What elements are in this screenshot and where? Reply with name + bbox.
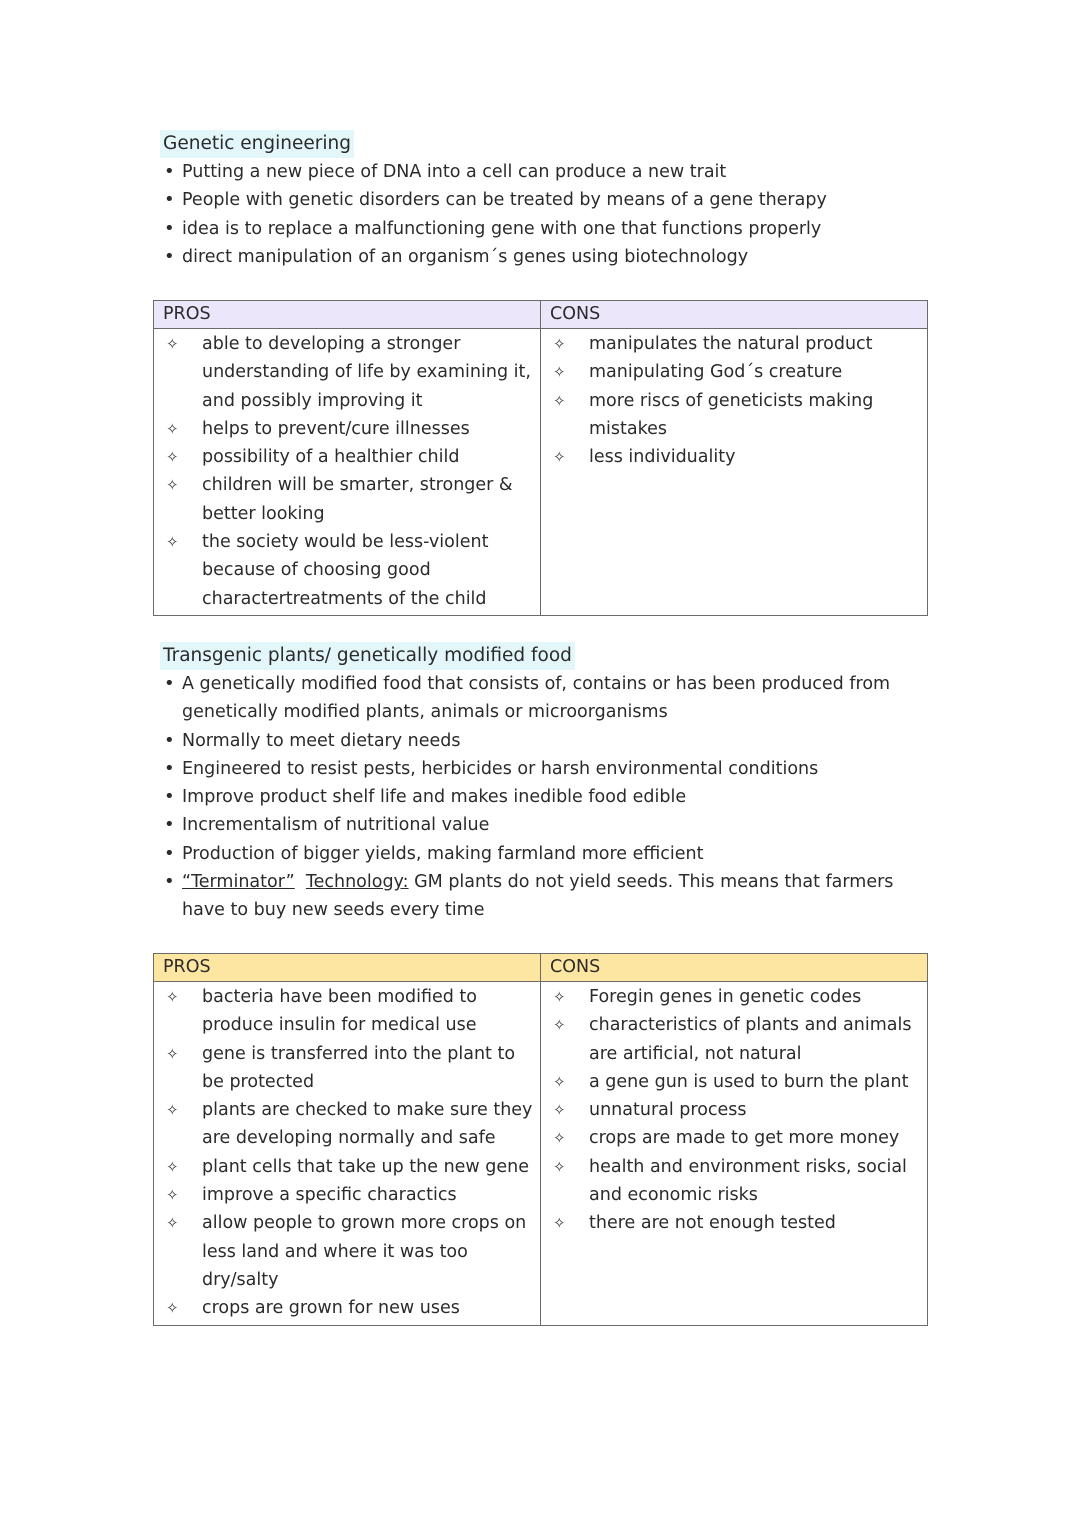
star-bullet-icon: ✧ — [166, 1157, 179, 1176]
star-bullet-icon: ✧ — [553, 448, 566, 467]
pro-item: ✧ able to developing a stronger understanding of life by examining it, and possibly improving it — [158, 330, 536, 415]
pro-item: ✧ plant cells that take up the new gene — [158, 1153, 536, 1181]
cons-header: CONS — [541, 954, 928, 982]
technology-term: Technology: — [305, 872, 409, 893]
star-bullet-icon: ✧ — [166, 335, 179, 353]
pros-cons-table-genetic-engineering — [153, 300, 928, 616]
list-item-terminator — [160, 868, 940, 925]
con-item: ✧ more riscs of geneticists making mistakes — [545, 387, 923, 444]
star-bullet-icon: ✧ — [166, 1044, 179, 1063]
pros-cell — [154, 982, 541, 1326]
pro-item: ✧ possibility of a healthier child — [158, 443, 536, 471]
star-bullet-icon: ✧ — [166, 988, 179, 1006]
cons-cell — [541, 982, 928, 1326]
con-item: ✧ manipulates the natural product — [545, 330, 923, 358]
con-item: ✧ crops are made to get more money — [545, 1124, 923, 1152]
list-item: • Improve product shelf life and makes inedible food edible — [160, 783, 940, 811]
con-item: ✧ health and environment risks, social and economic risks — [545, 1153, 923, 1210]
list-item: • Engineered to resist pests, herbicides or harsh environmental conditions — [160, 755, 940, 783]
star-bullet-icon: ✧ — [553, 335, 566, 353]
cons-header: CONS — [541, 301, 928, 329]
section-genetic-engineering — [160, 130, 940, 271]
section-transgenic-plants — [160, 642, 940, 925]
list-item: • A genetically modified food that consists of, contains or has been produced from genetically modified plants, animals or microorganisms — [160, 670, 940, 727]
terminator-term: “Terminator” — [182, 872, 295, 893]
pro-item: ✧ gene is transferred into the plant to be protected — [158, 1040, 536, 1097]
list-item: • Putting a new piece of DNA into a cell can produce a new trait — [160, 158, 940, 186]
section-heading: Genetic engineering — [160, 130, 354, 158]
con-item: ✧ a gene gun is used to burn the plant — [545, 1068, 923, 1096]
star-bullet-icon: ✧ — [553, 988, 566, 1006]
star-bullet-icon: ✧ — [553, 1214, 566, 1233]
con-item: ✧ unnatural process — [545, 1096, 923, 1124]
cons-cell — [541, 329, 928, 616]
star-bullet-icon: ✧ — [166, 533, 179, 552]
bullet-list — [160, 158, 940, 271]
pro-item: ✧ allow people to grown more crops on less land and where it was too dry/salty — [158, 1209, 536, 1294]
star-bullet-icon: ✧ — [553, 1072, 566, 1091]
list-item: • Normally to meet dietary needs — [160, 727, 940, 755]
con-item: ✧ characteristics of plants and animals are artificial, not natural — [545, 1011, 923, 1068]
list-item: • Incrementalism of nutritional value — [160, 811, 940, 839]
star-bullet-icon: ✧ — [166, 1299, 179, 1318]
star-bullet-icon: ✧ — [166, 419, 179, 438]
pro-item: ✧ helps to prevent/cure illnesses — [158, 415, 536, 443]
pro-item: ✧ the society would be less-violent because of choosing good charactertreatments of the child — [158, 528, 536, 613]
con-item: ✧ less individuality — [545, 443, 923, 471]
star-bullet-icon: ✧ — [553, 1157, 566, 1176]
star-bullet-icon: ✧ — [553, 1101, 566, 1120]
con-item: ✧ manipulating God´s creature — [545, 358, 923, 386]
pro-item: ✧ plants are checked to make sure they are developing normally and safe — [158, 1096, 536, 1153]
list-item: • Production of bigger yields, making farmland more efficient — [160, 840, 940, 868]
star-bullet-icon: ✧ — [553, 391, 566, 410]
pros-cell — [154, 329, 541, 616]
bullet-list — [160, 670, 940, 925]
pros-cons-table-gm-food — [153, 953, 928, 1326]
star-bullet-icon: ✧ — [166, 1101, 179, 1120]
list-item: • idea is to replace a malfunctioning gene with one that functions properly — [160, 215, 940, 243]
pro-item: ✧ crops are grown for new uses — [158, 1294, 536, 1322]
star-bullet-icon: ✧ — [166, 1214, 179, 1233]
pro-item: ✧ improve a specific charactics — [158, 1181, 536, 1209]
pros-header: PROS — [154, 301, 541, 329]
star-bullet-icon: ✧ — [166, 448, 179, 467]
star-bullet-icon: ✧ — [553, 1016, 566, 1035]
con-item: ✧ there are not enough tested — [545, 1209, 923, 1237]
star-bullet-icon: ✧ — [166, 476, 179, 495]
section-heading: Transgenic plants/ genetically modified food — [160, 642, 575, 670]
list-item: • direct manipulation of an organism´s genes using biotechnology — [160, 243, 940, 271]
terminator-text: GM plants do not yield seeds. This means that farmers have to buy new seeds every time — [182, 872, 894, 921]
list-item: • People with genetic disorders can be treated by means of a gene therapy — [160, 186, 940, 214]
pros-header: PROS — [154, 954, 541, 982]
star-bullet-icon: ✧ — [166, 1186, 179, 1205]
con-item: ✧ Foregin genes in genetic codes — [545, 983, 923, 1011]
pro-item: ✧ bacteria have been modified to produce insulin for medical use — [158, 983, 536, 1040]
star-bullet-icon: ✧ — [553, 363, 566, 382]
star-bullet-icon: ✧ — [553, 1129, 566, 1148]
pro-item: ✧ children will be smarter, stronger & better looking — [158, 471, 536, 528]
